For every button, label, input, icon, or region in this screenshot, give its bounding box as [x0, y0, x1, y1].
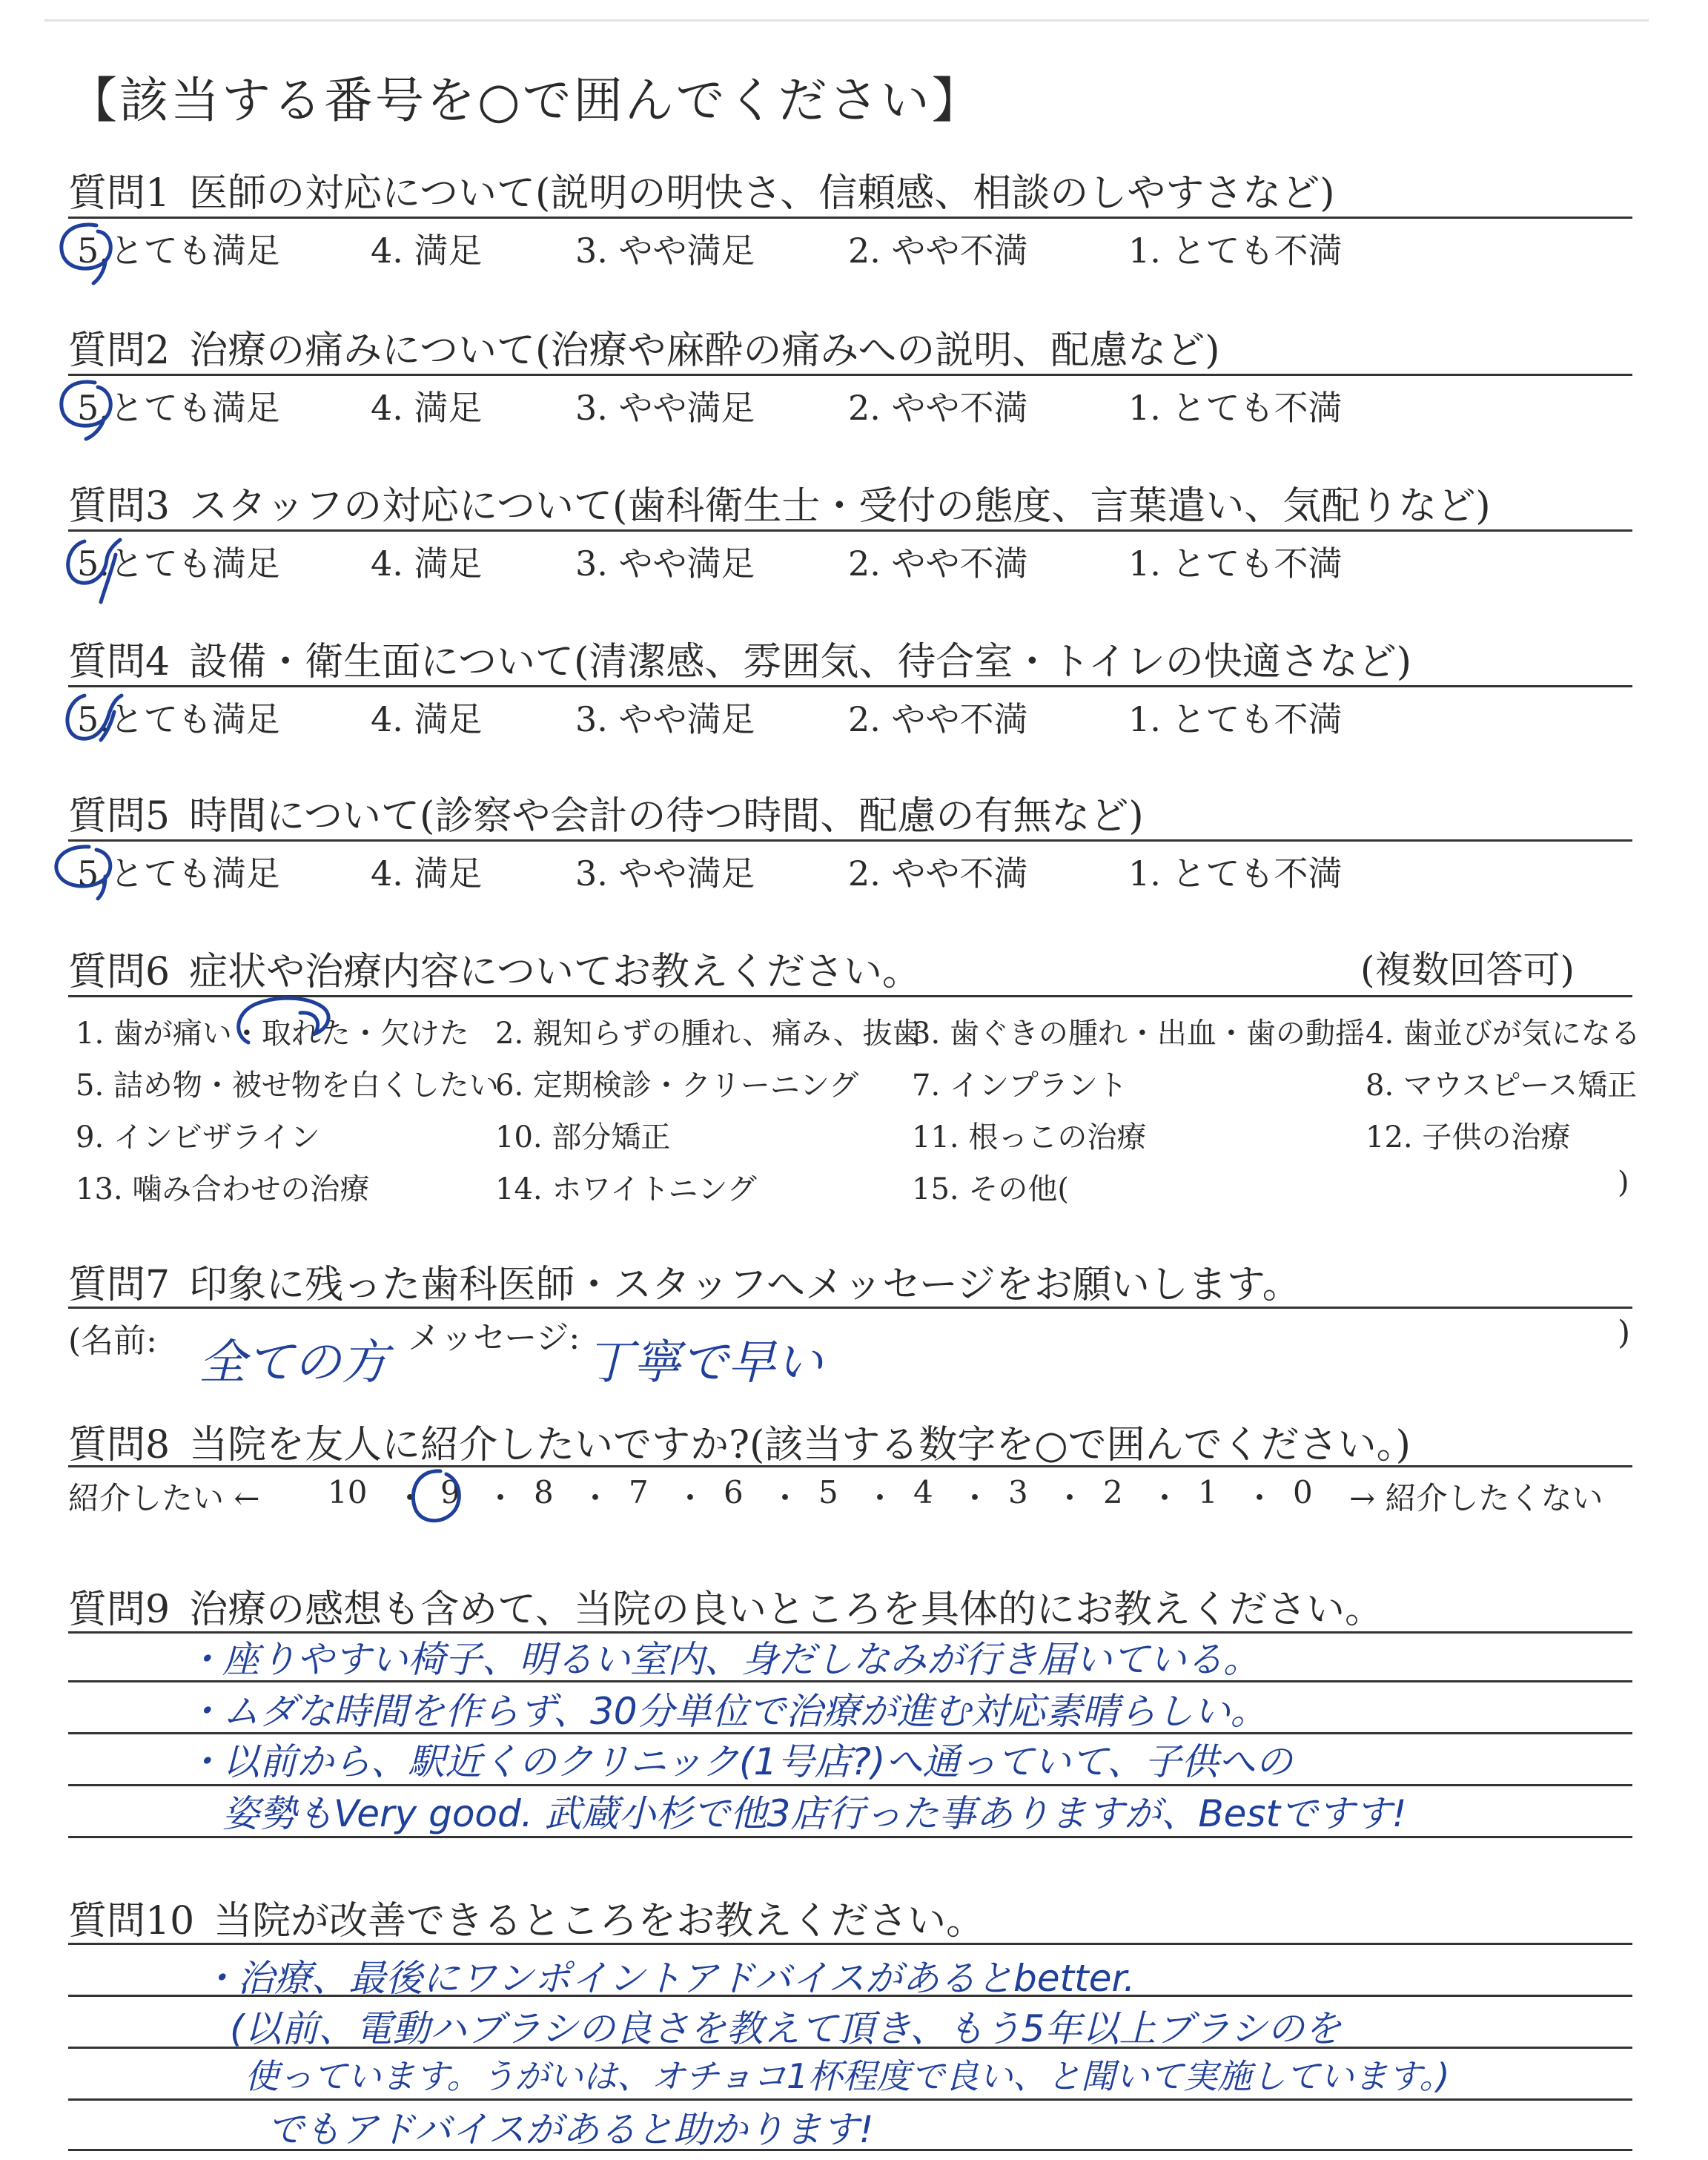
option-1[interactable]: 1. とても不満 — [1128, 699, 1343, 739]
option-5[interactable]: 5.とても満足 — [77, 388, 280, 428]
q9-answer-line[interactable]: ・ムダな時間を作らず、30分単位で治療が進む対応素晴らしい。 — [185, 1690, 1268, 1733]
q1-options — [68, 224, 1632, 271]
q9-answer-line[interactable]: ・座りやすい椅子、明るい室内、身だしなみが行き届いている。 — [185, 1638, 1260, 1681]
scale-number[interactable]: 1 — [1198, 1474, 1218, 1510]
symptom-option[interactable]: 7. インプラント — [912, 1069, 1128, 1103]
option-2[interactable]: 2. やや不満 — [848, 388, 1028, 428]
question-4 — [68, 630, 1411, 686]
scale-number[interactable]: 8 — [534, 1474, 554, 1510]
question-2 — [68, 319, 1220, 374]
question-number: 質問7 — [68, 1263, 171, 1307]
question-text: 治療の痛みについて(治療や麻酔の痛みへの説明、配慮など) — [189, 328, 1220, 373]
name-label: (名前: — [68, 1322, 157, 1360]
question-text: 治療の感想も含めて、当院の良いところを具体的にお教えください。 — [189, 1588, 1384, 1632]
question-number: 質問5 — [68, 794, 171, 839]
q3-options — [68, 537, 1632, 584]
message-close-paren: ) — [1618, 1314, 1631, 1352]
symptom-option[interactable]: 6. 定期検診・クリーニング — [495, 1069, 859, 1103]
option-2[interactable]: 2. やや不満 — [848, 231, 1028, 271]
scale-right-label: → 紹介したくない — [1349, 1480, 1603, 1516]
question-5 — [68, 785, 1144, 840]
page-heading: 【該当する番号を○で囲んでください】 — [68, 72, 983, 129]
option-2[interactable]: 2. やや不満 — [848, 544, 1028, 584]
option-4[interactable]: 4. 満足 — [371, 544, 483, 584]
question-text: 設備・衛生面について(清潔感、雰囲気、待合室・トイレの快適さなど) — [189, 640, 1412, 684]
question-number: 質問1 — [68, 171, 171, 216]
divider-line — [68, 839, 1632, 842]
symptom-option[interactable]: 8. マウスピース矯正 — [1366, 1069, 1638, 1103]
option-5[interactable]: 5.とても満足 — [77, 699, 280, 739]
option-1[interactable]: 1. とても不満 — [1128, 231, 1343, 271]
recommend-scale — [68, 1474, 1632, 1519]
divider-line — [68, 1465, 1632, 1467]
question-text: 症状や治療内容についてお教えください。 — [189, 950, 921, 994]
question-6 — [68, 940, 921, 996]
option-2[interactable]: 2. やや不満 — [848, 853, 1028, 894]
q10-answer-line[interactable]: (以前、電動ハブラシの良さを教えて頂き、もう5年以上ブラシのを — [230, 2007, 1342, 2050]
divider-line — [68, 685, 1632, 687]
question-1 — [68, 162, 1335, 217]
option-4[interactable]: 4. 満足 — [371, 388, 483, 428]
question-number: 質問6 — [68, 950, 171, 994]
question-text: 当院を友人に紹介したいですか?(該当する数字を○で囲んでください。) — [189, 1423, 1411, 1467]
scale-number[interactable]: 10 — [328, 1474, 368, 1510]
option-1[interactable]: 1. とても不満 — [1128, 853, 1343, 894]
symptom-option[interactable]: 4. 歯並びが気になる — [1366, 1017, 1641, 1051]
dot-separator: ・ — [1244, 1480, 1276, 1516]
option-2[interactable]: 2. やや不満 — [848, 699, 1028, 739]
question-9 — [68, 1578, 1383, 1634]
scale-number[interactable]: 4 — [913, 1474, 933, 1510]
question-number: 質問3 — [68, 484, 171, 529]
dot-separator: ・ — [675, 1480, 706, 1516]
question-7 — [68, 1253, 1301, 1309]
option-3[interactable]: 3. やや満足 — [575, 231, 755, 271]
symptom-option[interactable]: 14. ホワイトニング — [495, 1172, 757, 1206]
question-text: 当院が改善できるところをお教えください。 — [214, 1899, 985, 1943]
scale-number[interactable]: 7 — [629, 1474, 649, 1510]
question-number: 質問10 — [68, 1899, 195, 1943]
option-1[interactable]: 1. とても不満 — [1128, 388, 1343, 428]
symptom-option[interactable]: 12. 子供の治療 — [1366, 1120, 1571, 1155]
divider-line — [68, 995, 1632, 997]
divider-line — [68, 1943, 1632, 1945]
dot-separator: ・ — [580, 1480, 612, 1516]
option-3[interactable]: 3. やや満足 — [575, 699, 755, 739]
q10-answer-line[interactable]: 使っています。うがいは、オチョコ1杯程度で良い、と聞いて実施しています。) — [245, 2056, 1450, 2096]
scale-number[interactable]: 0 — [1293, 1474, 1313, 1510]
q10-answer-line[interactable]: ・治療、最後にワンポイントアドバイスがあるとbetter. — [200, 1957, 1136, 2000]
option-5[interactable]: 5.とても満足 — [77, 231, 280, 271]
handwritten-message[interactable]: 丁寧で早い — [586, 1335, 823, 1390]
divider-line — [68, 217, 1632, 219]
option-1[interactable]: 1. とても不満 — [1128, 544, 1343, 584]
option-4[interactable]: 4. 満足 — [371, 699, 483, 739]
symptom-option[interactable]: 15. その他( — [912, 1172, 1069, 1206]
question-number: 質問9 — [68, 1588, 171, 1632]
symptom-option[interactable]: 13. 噛み合わせの治療 — [76, 1172, 370, 1206]
top-border — [44, 19, 1649, 22]
option-3[interactable]: 3. やや満足 — [575, 544, 755, 584]
option-5[interactable]: 5.とても満足 — [77, 853, 280, 894]
handwritten-name[interactable]: 全ての方 — [199, 1335, 388, 1390]
symptom-option[interactable]: 5. 詰め物・被せ物を白くしたい — [76, 1069, 499, 1103]
question-text: 医師の対応について(説明の明快さ、信頼感、相談のしやすさなど) — [189, 171, 1335, 216]
symptom-option[interactable]: 2. 親知らずの腫れ、痛み、抜歯 — [495, 1017, 922, 1051]
dot-separator: ・ — [864, 1480, 896, 1516]
option-3[interactable]: 3. やや満足 — [575, 853, 755, 894]
q5-options — [68, 847, 1632, 894]
question-number: 質問2 — [68, 328, 171, 373]
multiple-answers-note: (複数回答可) — [1360, 948, 1575, 991]
option-4[interactable]: 4. 満足 — [371, 231, 483, 271]
option-3[interactable]: 3. やや満足 — [575, 388, 755, 428]
dot-separator: ・ — [959, 1480, 991, 1516]
scale-number[interactable]: 2 — [1103, 1474, 1123, 1510]
scale-number[interactable]: 6 — [724, 1474, 744, 1510]
question-3 — [68, 475, 1491, 530]
q2-options — [68, 381, 1632, 426]
message-label: メッセージ: — [408, 1319, 580, 1357]
question-text: スタッフの対応について(歯科衛生士・受付の態度、言葉遣い、気配りなど) — [189, 484, 1491, 529]
dot-separator: ・ — [1149, 1480, 1181, 1516]
option-4[interactable]: 4. 満足 — [371, 853, 483, 894]
question-number: 質問8 — [68, 1423, 171, 1467]
divider-line — [68, 529, 1632, 532]
scale-number[interactable]: 5 — [818, 1474, 838, 1510]
scale-left-label: 紹介したい ← — [68, 1480, 260, 1516]
q9-answer-line[interactable]: ・以前から、駅近くのクリニック(1号店?)へ通っていて、子供への — [185, 1740, 1293, 1783]
symptom-option[interactable]: 1. 歯が痛い・取れた・欠けた — [76, 1017, 469, 1051]
option-5[interactable]: 5.とても満足 — [77, 544, 280, 584]
question-10 — [68, 1889, 984, 1945]
question-text: 印象に残った歯科医師・スタッフへメッセージをお願いします。 — [189, 1263, 1301, 1307]
symptom-option[interactable]: 9. インビザライン — [76, 1120, 320, 1155]
symptom-option[interactable]: 10. 部分矯正 — [495, 1120, 671, 1155]
q4-options — [68, 693, 1632, 737]
symptom-option[interactable]: 3. 歯ぐきの腫れ・出血・歯の動揺 — [912, 1017, 1365, 1051]
dot-separator: ・ — [485, 1480, 517, 1516]
symptom-option[interactable]: 11. 根っこの治療 — [912, 1120, 1147, 1155]
divider-line — [68, 374, 1632, 376]
question-number: 質問4 — [68, 640, 171, 684]
q9-answer-line[interactable]: 姿勢もVery good. 武蔵小杉で他3店行った事ありますが、Bestですす! — [222, 1792, 1407, 1835]
divider-line — [68, 1307, 1632, 1309]
other-close-paren: ) — [1618, 1166, 1629, 1200]
q10-answer-line[interactable]: でもアドバイスがあると助かります! — [267, 2108, 874, 2151]
question-8 — [68, 1413, 1411, 1469]
dot-separator: ・ — [769, 1480, 801, 1516]
question-text: 時間について(診察や会計の待つ時間、配慮の有無など) — [189, 794, 1144, 839]
dot-separator: ・ — [1054, 1480, 1086, 1516]
dot-separator: ・ — [394, 1480, 426, 1516]
scale-number[interactable]: 3 — [1008, 1474, 1028, 1510]
scale-number[interactable]: 9 — [440, 1474, 460, 1510]
